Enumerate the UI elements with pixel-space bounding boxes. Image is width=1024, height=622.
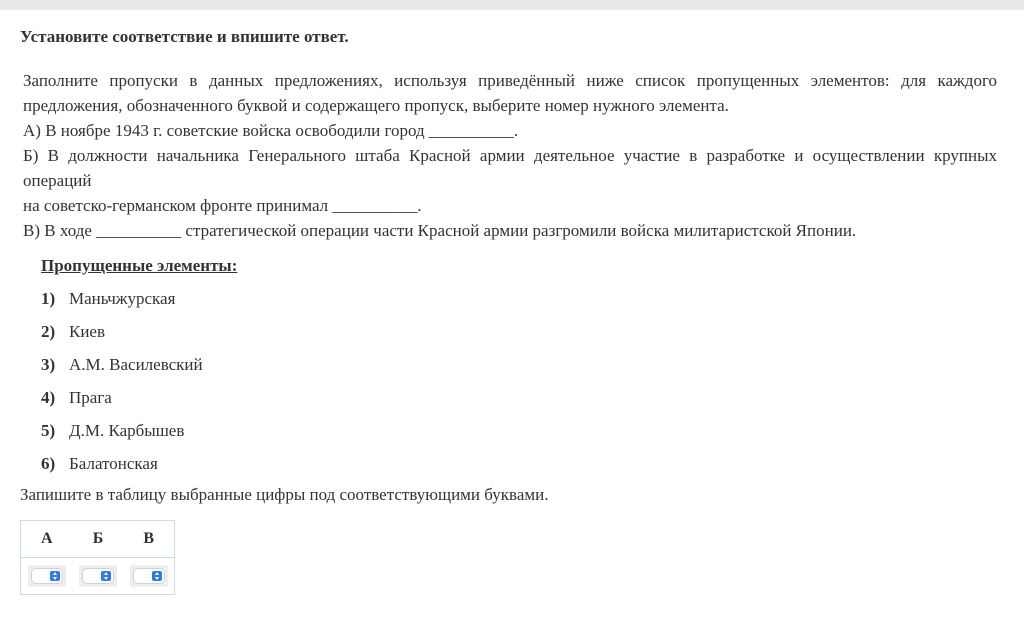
question-title: Установите соответствие и впишите ответ.: [20, 27, 349, 46]
sentence-a: А) В ноябре 1943 г. советские войска освободили город __________.: [23, 121, 519, 140]
select-box[interactable]: [134, 569, 164, 583]
top-bar: [0, 0, 1024, 10]
option-label: Киев: [69, 322, 106, 341]
answer-table-header: [21, 521, 174, 558]
question-body: [23, 68, 997, 243]
answer-select-b[interactable]: [79, 565, 117, 587]
option-item: [41, 385, 203, 418]
option-label: А.М. Василевский: [69, 355, 203, 374]
answer-table-inputs: [21, 558, 174, 594]
select-arrows-icon: [152, 571, 162, 581]
column-header-b: Б: [92, 530, 104, 547]
option-label: Балатонская: [69, 454, 158, 473]
options-list: [41, 286, 203, 484]
option-number: 4): [41, 388, 56, 407]
select-box[interactable]: [32, 569, 62, 583]
option-number: 6): [41, 454, 56, 473]
column-header-v: В: [143, 530, 154, 547]
options-heading: Пропущенные элементы:: [41, 256, 238, 275]
answer-instruction: Запишите в таблицу выбранные цифры под соответствующими буквами.: [20, 485, 549, 504]
option-number: 5): [41, 421, 56, 440]
option-number: 2): [41, 322, 56, 341]
sentence-b-line2: на советско-германском фронте принимал __________.: [23, 196, 422, 215]
sentence-b-line1: Б) В должности начальника Генерального штаба Красной армии деятельное участие в разработке и осуществлении крупных операций: [23, 146, 997, 190]
answer-table: [20, 520, 175, 595]
select-arrows-icon: [101, 571, 111, 581]
option-item: [41, 286, 203, 319]
option-item: [41, 319, 203, 352]
sentence-c: В) В ходе __________ стратегической операции части Красной армии разгромили войска милитаристской Японии.: [23, 221, 857, 240]
answer-cell-b: [73, 565, 124, 587]
select-arrows-icon: [50, 571, 60, 581]
answer-cell-v: [123, 565, 174, 587]
answer-select-a[interactable]: [28, 565, 66, 587]
question-intro: Заполните пропуски в данных предложениях, используя приведённый ниже список пропущенных элементов: для каждого предложения, обозначенного буквой и содержащего пропуск, выберите номер нужного элемента.: [23, 71, 997, 115]
option-number: 1): [41, 289, 56, 308]
option-item: [41, 451, 203, 484]
column-header-a: А: [41, 530, 53, 547]
option-number: 3): [41, 355, 56, 374]
select-box[interactable]: [83, 569, 113, 583]
option-item: [41, 352, 203, 385]
option-label: Прага: [69, 388, 112, 407]
answer-select-v[interactable]: [130, 565, 168, 587]
option-item: [41, 418, 203, 451]
option-label: Д.М. Карбышев: [69, 421, 185, 440]
option-label: Маньчжурская: [69, 289, 176, 308]
answer-cell-a: [21, 565, 73, 587]
